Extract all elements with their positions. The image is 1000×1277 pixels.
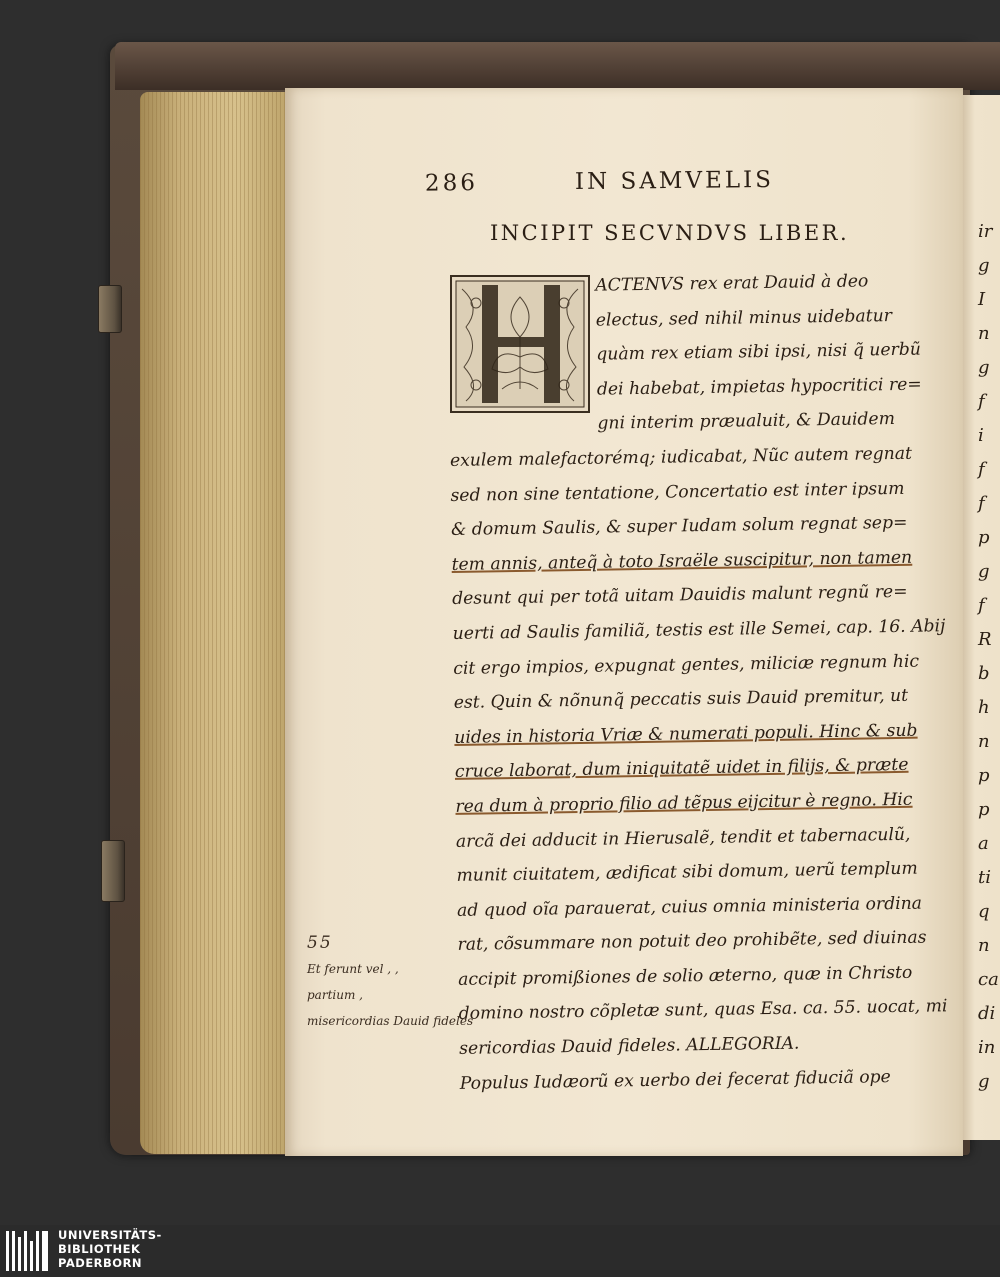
running-title: IN SAMVELIS	[574, 166, 775, 196]
handwritten-marginalia	[307, 930, 507, 1034]
text-line: cit ergo impios, expugnat gentes, miliciæ regnum hic	[453, 651, 920, 679]
text-line: dei habebat, impietas hypocritici re=	[596, 374, 922, 400]
text-line-underlined: cruce laborat, dum iniquitatẽ uidet in filijs, & præte	[454, 755, 909, 783]
text-line: domino nostro cõpletæ sunt, quas Esa. ca. 55. uocat, mi	[458, 996, 948, 1025]
text-line-underlined: uides in historia Vriæ & numerati populi. Hinc & sub	[454, 720, 918, 748]
text-line: Populus Iudæorũ ex uerbo dei fecerat fiduciã ope	[459, 1066, 891, 1094]
text-line: desunt qui per totã uitam Dauidis malunt regnũ re=	[452, 582, 908, 610]
running-head	[425, 165, 925, 202]
clasp-lower	[101, 840, 125, 902]
text-line: sed non sine tentatione, Concertatio est inter ipsum	[450, 478, 905, 506]
left-page	[285, 88, 963, 1156]
library-logo-bar	[0, 1225, 1000, 1277]
library-logo-icon	[6, 1229, 50, 1273]
library-name	[58, 1228, 162, 1270]
library-name-line: UNIVERSITÄTS-	[58, 1228, 162, 1242]
text-line: ad quod oĩa parauerat, cuius omnia ministeria ordina	[456, 893, 923, 921]
text-line: electus, sed nihil minus uidebatur	[595, 305, 893, 331]
page-edges	[140, 92, 300, 1154]
marginal-line: partium ,	[307, 988, 363, 1002]
text-line: munit ciuitatem, ædificat sibi domum, uerũ templum	[456, 858, 918, 887]
marginal-line: Et ferunt vel , ,	[307, 962, 399, 976]
text-line: ACTENVS rex erat Dauid à deo	[595, 271, 869, 296]
text-line: rat, cõsummare non potuit deo prohibẽte, sed diuinas	[457, 927, 927, 956]
cover-top-edge	[115, 42, 1000, 90]
clasp-upper	[98, 285, 122, 333]
book-title: INCIPIT SECVNDVS LIBER.	[490, 221, 850, 245]
text-line: arcã dei adducit in Hierusalẽ, tendit et tabernaculũ,	[455, 824, 911, 852]
text-line: exulem malefactorémq; iudicabat, Nũc autem regnat	[449, 443, 913, 471]
main-text	[447, 263, 948, 1101]
library-name-line: BIBLIOTHEK	[58, 1242, 141, 1256]
marginal-number: 55	[307, 933, 333, 953]
text-line: quàm rex etiam sibi ipsi, nisi q̃ uerbũ	[596, 339, 922, 365]
text-line: est. Quin & nõnunq̃ peccatis suis Dauid premitur, ut	[453, 685, 909, 714]
text-line: sericordias Dauid fideles. ALLEGORIA.	[459, 1033, 800, 1059]
text-line: gni interim præualuit, & Dauidem	[597, 409, 896, 435]
right-page-fragment	[958, 95, 1000, 1140]
text-line: accipit promißiones de solio æterno, quæ in Christo	[457, 962, 913, 990]
text-line-underlined: rea dum à proprio filio ad tẽpus eijcitur è regno. Hic	[455, 789, 913, 817]
right-page-text: ir g I n g f i f f p g f R b h n p p a ti q n ca di in g	[978, 221, 999, 1092]
text-line-underlined: tem annis, anteq̃ à toto Israële suscipitur, non tamen	[451, 547, 913, 575]
text-line: & domum Saulis, & super Iudam solum regnat sep=	[450, 512, 908, 541]
page-number: 286	[424, 170, 479, 197]
text-line: uerti ad Saulis familiã, testis est ille Semei, cap. 16. Abij	[452, 616, 946, 644]
library-name-line: PADERBORN	[58, 1256, 143, 1270]
marginal-line: misericordias Dauid fideles	[307, 1014, 474, 1028]
